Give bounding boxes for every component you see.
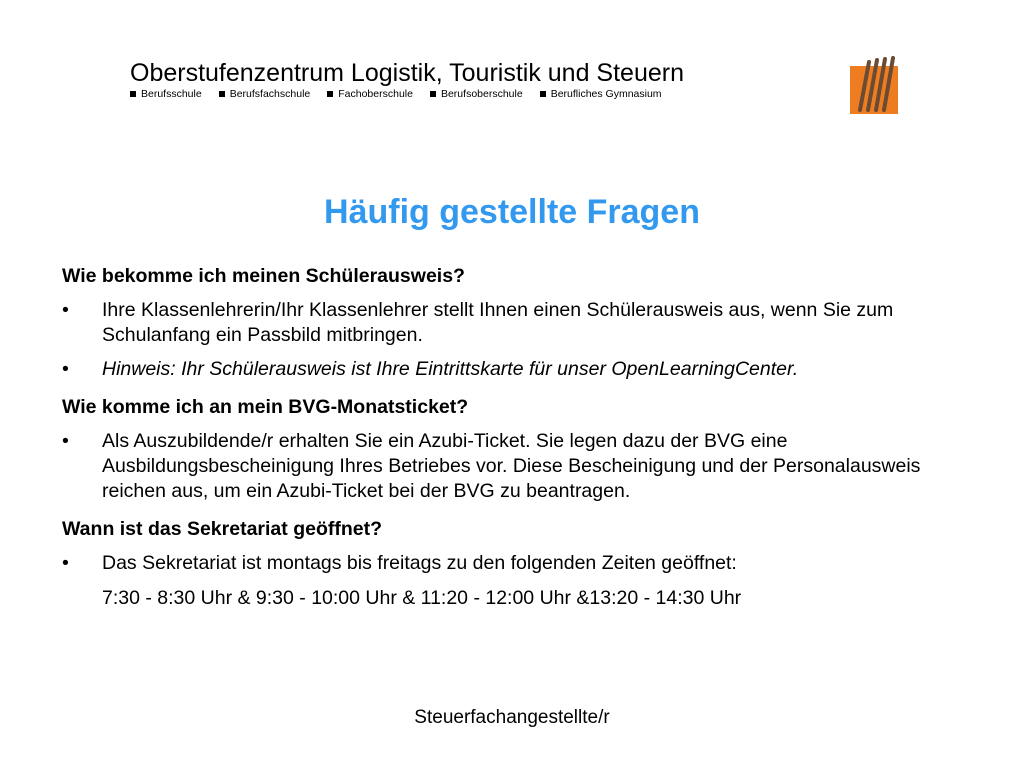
list-item	[62, 357, 962, 382]
bullet: •	[62, 552, 69, 574]
footer-text: Steuerfachangestellte/r	[414, 707, 610, 728]
faq-section-bvg-ticket	[62, 395, 962, 504]
faq-list	[62, 264, 962, 624]
faq-answer: Das Sekretariat ist montags bis freitags zu den folgenden Zeiten geöffnet:	[102, 552, 737, 574]
square-bullet-icon	[540, 91, 546, 97]
school-type-item: Berufsoberschule	[430, 87, 523, 101]
school-name: Oberstufenzentrum Logistik, Touristik und Steuern	[130, 59, 684, 87]
school-type-item: Berufliches Gymnasium	[540, 87, 662, 101]
office-hours: 7:30 - 8:30 Uhr & 9:30 - 10:00 Uhr & 11:20 - 12:00 Uhr &13:20 - 14:30 Uhr	[102, 587, 742, 609]
page-title: Häufig gestellte Fragen	[324, 193, 700, 231]
bullet: •	[62, 299, 69, 321]
faq-hint: Hinweis: Ihr Schülerausweis ist Ihre Eintrittskarte für unser OpenLearningCenter.	[102, 358, 799, 380]
list-item	[62, 298, 962, 348]
faq-answer: Ihre Klassenlehrerin/Ihr Klassenlehrer stellt Ihnen einen Schülerausweis aus, wenn Sie zum Schulanfang ein Passbild mitbringen.	[102, 299, 894, 346]
square-bullet-icon	[130, 91, 136, 97]
faq-question: Wann ist das Sekretariat geöffnet?	[62, 518, 383, 540]
list-item	[62, 551, 962, 576]
faq-section-office-hours	[62, 517, 962, 611]
faq-answer: Als Auszubildende/r erhalten Sie ein Azubi-Ticket. Sie legen dazu der BVG eine Ausbildungsbescheinigung Ihres Betriebes vor. Diese Bescheinigung und der Personalausweis reichen aus, um ein Azubi-Ticket bei der BVG zu beantragen.	[102, 430, 921, 502]
school-type-item: Berufsschule	[130, 87, 202, 101]
square-bullet-icon	[430, 91, 436, 97]
faq-section-student-id	[62, 264, 962, 382]
school-type-item: Fachoberschule	[327, 87, 413, 101]
faq-question: Wie bekomme ich meinen Schülerausweis?	[62, 265, 465, 287]
faq-question: Wie komme ich an mein BVG-Monatsticket?	[62, 396, 469, 418]
square-bullet-icon	[327, 91, 333, 97]
list-item	[62, 429, 962, 504]
square-bullet-icon	[219, 91, 225, 97]
school-types	[130, 87, 662, 101]
school-logo-icon	[848, 52, 900, 116]
bullet: •	[62, 430, 69, 452]
bullet: •	[62, 358, 69, 380]
school-type-item: Berufsfachschule	[219, 87, 311, 101]
